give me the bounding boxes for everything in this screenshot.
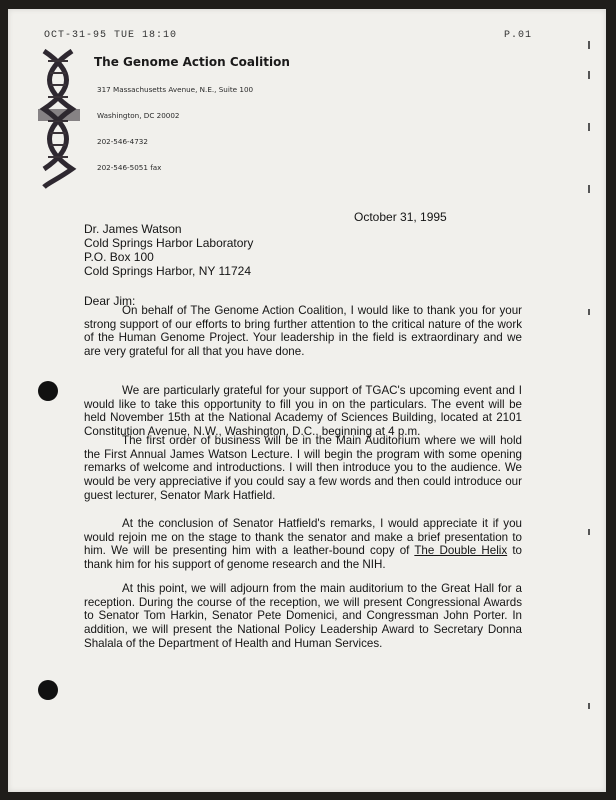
edge-mark [588, 71, 590, 79]
letterhead-fax: 202-546-5051 fax [97, 163, 162, 172]
book-title-the-double-helix: The Double Helix [414, 544, 508, 558]
recipient-organization: Cold Springs Harbor Laboratory [84, 236, 254, 250]
letterhead-address-line1: 317 Massachusetts Avenue, N.E., Suite 100 [97, 85, 254, 94]
paragraph-4-text-start: At the conclusion of Senator Hatfield's remarks, I would appreciate it if you would rejoin me on the stage to thank the senator and make a brief presentation to him. We will be presenting him with a leather-bound copy of [84, 517, 522, 558]
edge-mark [588, 185, 590, 193]
recipient-po-box: P.O. Box 100 [84, 250, 154, 264]
letterhead-phone: 202-546-4732 [97, 137, 148, 146]
recipient-city: Cold Springs Harbor, NY 11724 [84, 264, 251, 278]
body-paragraph-2: We are particularly grateful for your support of TGAC's upcoming event and I would like to take this opportunity to fill you in on the particulars. The event will be held November 15th at the National Academy of Sciences Building, located at 2101 Constitution Avenue, N.W., Washington, D.C., beginning at 4 p.m. [84, 384, 522, 439]
salutation: Dear Jim: [84, 294, 136, 308]
body-paragraph-5: At this point, we will adjourn from the main auditorium to the Great Hall for a reception. During the course of the reception, we will present Congressional Awards to Senator Tom Harkin, Senator Pete Domenici, and Congressman John Porter. In addition, we will present the National Policy Leadership Award to Secretary Donna Shalala of the Department of Health and Human Services. [84, 582, 522, 650]
paragraph-4-text-end: to thank him for his support of genome research and the NIH. [84, 544, 522, 572]
fax-header [44, 30, 532, 41]
letter-date: October 31, 1995 [354, 210, 447, 224]
dna-helix-logo-icon [38, 49, 80, 189]
letterhead-address-line2: Washington, DC 20002 [97, 111, 180, 120]
body-paragraph-1: On behalf of The Genome Action Coalition, I would like to thank you for your strong support of our efforts to bring further attention to the critical nature of the work of the Human Genome Project. Your leadership in the field is extraordinary and we are very grateful for all that you have done. [84, 304, 522, 359]
edge-mark [588, 703, 590, 709]
recipient-name: Dr. James Watson [84, 222, 182, 236]
body-paragraph-4 [84, 517, 522, 572]
binder-hole [38, 680, 58, 700]
fax-timestamp: OCT-31-95 TUE 18:10 [44, 30, 178, 41]
edge-mark [588, 123, 590, 131]
fax-page-number: P.01 [503, 30, 532, 41]
binder-hole [38, 381, 58, 401]
edge-mark [588, 309, 590, 315]
organization-name: The Genome Action Coalition [94, 55, 290, 69]
edge-mark [588, 529, 590, 535]
body-paragraph-3: The first order of business will be in the Main Auditorium where we will hold the First Annual James Watson Lecture. I will begin the program with some opening remarks of welcome and introductions. I will then introduce you to the audience. We would be very appreciative if you could say a few words and then could introduce our guest lecturer, Senator Mark Hatfield. [84, 434, 522, 502]
edge-mark [588, 41, 590, 49]
letter-page [8, 9, 606, 792]
